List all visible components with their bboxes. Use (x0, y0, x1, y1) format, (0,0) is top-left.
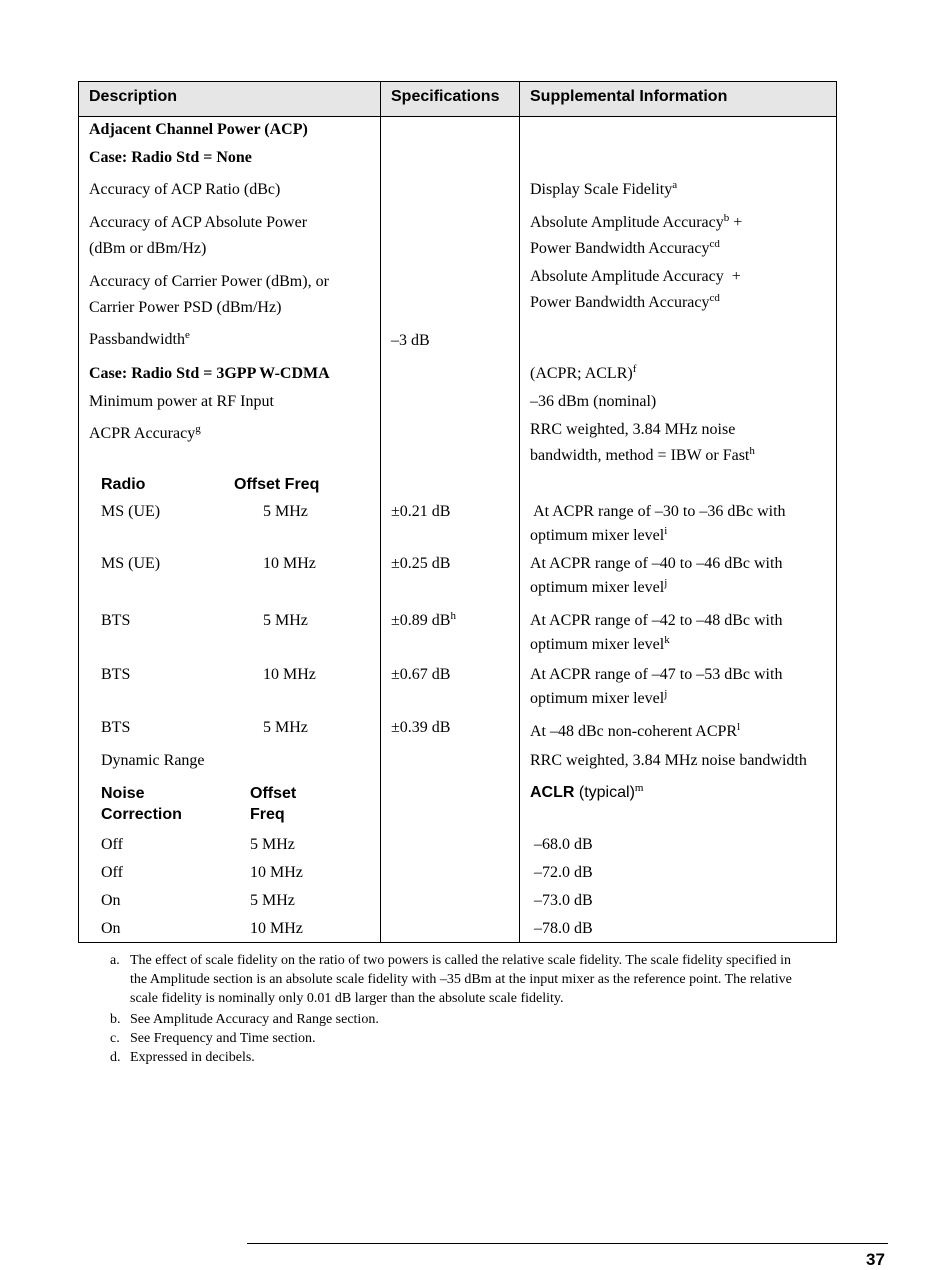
footnote-text: See Frequency and Time section. (130, 1031, 316, 1046)
acpr-row-offset: 5 MHz (263, 612, 308, 629)
dr-row-aclr: –73.0 dB (534, 892, 593, 909)
header-description: Description (89, 88, 178, 105)
acpr-row-info: At ACPR range of –30 to –36 dBc with (530, 503, 786, 520)
case-wcdma-info: (ACPR; ACLR)$^f$ (530, 363, 637, 382)
acpr-row-info-2: optimum mixer level$^j$ (530, 577, 668, 596)
acpr-row-info: At ACPR range of –40 to –46 dBc with (530, 555, 783, 572)
dr-row-offset: 5 MHz (250, 892, 295, 909)
acp-abs-info: Absolute Amplitude Accuracy$^b$ + (530, 212, 743, 231)
specifications-table (78, 81, 837, 943)
case-none: Case: Radio Std = None (89, 149, 252, 166)
acpr-row-info-2: optimum mixer level$^k$ (530, 634, 670, 653)
dr-row-noise-correction: On (101, 920, 121, 937)
footnote-text: See Amplitude Accuracy and Range section. (130, 1012, 379, 1027)
col-noise-correction-1: Noise (101, 785, 145, 802)
acpr-info-2: bandwidth, method = IBW or Fast$^h$ (530, 445, 755, 464)
footnote-text: The effect of scale fidelity on the ratio of two powers is called the relative scale fidelity. The scale fidelity specified in the Amplitude section is an absolute scale fidelity with –35 dBm at the input mixer as the reference point. The relative scale fidelity is nominally only 0.01 dB larger than the absolute scale fidelity. (130, 953, 792, 1006)
acpr-row-radio: MS (UE) (101, 503, 161, 520)
case-wcdma: Case: Radio Std = 3GPP W-CDMA (89, 365, 330, 382)
col-radio: Radio (101, 476, 146, 493)
acpr-row-info: At –48 dBc non-coherent ACPR$^l$ (530, 721, 741, 740)
col-dr-offset-1: Offset (250, 785, 297, 802)
acpr-row-info-2: optimum mixer level$^i$ (530, 525, 668, 544)
column-divider (519, 82, 520, 942)
acpr-row-info: At ACPR range of –47 to –53 dBc with (530, 666, 783, 683)
page-number: 37 (866, 1250, 885, 1269)
passband-spec: –3 dB (391, 332, 430, 349)
acpr-row-info: At ACPR range of –42 to –48 dBc with (530, 612, 783, 629)
acpr-row-spec: ±0.89 $dB^h$ (391, 610, 456, 629)
dr-row-offset: 10 MHz (250, 864, 303, 881)
footnote (110, 951, 810, 1011)
dr-row-aclr: –78.0 dB (534, 920, 593, 937)
carrier-info: Absolute Amplitude Accuracy + (530, 268, 741, 285)
dr-row-offset: 10 MHz (250, 920, 303, 937)
acpr-info: RRC weighted, 3.84 MHz noise (530, 421, 736, 438)
col-offset-freq: Offset Freq (234, 476, 320, 493)
dynamic-range-label: Dynamic Range (101, 752, 205, 769)
acpr-row-radio: BTS (101, 666, 131, 683)
acpr-row-radio: MS (UE) (101, 555, 161, 572)
acpr-row-offset: 10 MHz (263, 555, 316, 572)
acp-title: Adjacent Channel Power (ACP) (89, 121, 308, 138)
acpr-row-spec: ±0.25 dB (391, 555, 451, 572)
acpr-row-radio: BTS (101, 612, 131, 629)
acpr-label: ACPR Accuracy$^g$ (89, 423, 201, 442)
acpr-row-radio: BTS (101, 719, 131, 736)
acpr-row-info-2: optimum mixer level$^j$ (530, 688, 668, 707)
acpr-row-offset: 10 MHz (263, 666, 316, 683)
acpr-row-spec: ±0.67 dB (391, 666, 451, 683)
header-specifications: Specifications (391, 88, 500, 105)
dr-row-aclr: –72.0 dB (534, 864, 593, 881)
dr-row-aclr: –68.0 dB (534, 836, 593, 853)
acpr-row-spec: ±0.21 dB (391, 503, 451, 520)
footnote (110, 1048, 810, 1068)
acp-ratio-label: Accuracy of ACP Ratio (dBc) (89, 181, 281, 198)
acpr-row-offset: 5 MHz (263, 503, 308, 520)
footnote (110, 1010, 810, 1030)
footnote-label: a. (110, 953, 120, 968)
footnote-label: b. (110, 1012, 121, 1027)
dr-row-noise-correction: On (101, 892, 121, 909)
carrier-label-2: Carrier Power PSD (dBm/Hz) (89, 299, 282, 316)
acpr-row-spec: ±0.39 dB (391, 719, 451, 736)
col-noise-correction-2: Correction (101, 806, 182, 823)
footnote-text: Expressed in decibels. (130, 1050, 255, 1065)
col-dr-offset-2: Freq (250, 806, 285, 823)
footnote-label: d. (110, 1050, 121, 1065)
header-supplemental: Supplemental Information (530, 88, 728, 105)
footnote-label: c. (110, 1031, 120, 1046)
dr-row-noise-correction: Off (101, 836, 123, 853)
minpower-info: –36 dBm (nominal) (530, 393, 657, 410)
col-aclr: ACLR (typical)$^m$ (530, 782, 644, 801)
footnote (110, 1029, 810, 1049)
carrier-label: Accuracy of Carrier Power (dBm), or (89, 273, 329, 290)
carrier-info-2: Power Bandwidth Accuracy$^{cd}$ (530, 292, 720, 311)
passband-label: Passbandwidth$^e$ (89, 329, 190, 348)
acpr-row-offset: 5 MHz (263, 719, 308, 736)
acp-abs-label: Accuracy of ACP Absolute Power (89, 214, 308, 231)
footer-rule (247, 1243, 888, 1244)
acp-abs-label-2: (dBm or dBm/Hz) (89, 240, 207, 257)
minpower-label: Minimum power at RF Input (89, 393, 274, 410)
acp-abs-info-2: Power Bandwidth Accuracy$^{cd}$ (530, 238, 720, 257)
column-divider (380, 82, 381, 942)
acp-ratio-info: Display Scale Fidelity$^a$ (530, 179, 678, 198)
dr-row-noise-correction: Off (101, 864, 123, 881)
dr-row-offset: 5 MHz (250, 836, 295, 853)
dynamic-range-info: RRC weighted, 3.84 MHz noise bandwidth (530, 752, 807, 769)
